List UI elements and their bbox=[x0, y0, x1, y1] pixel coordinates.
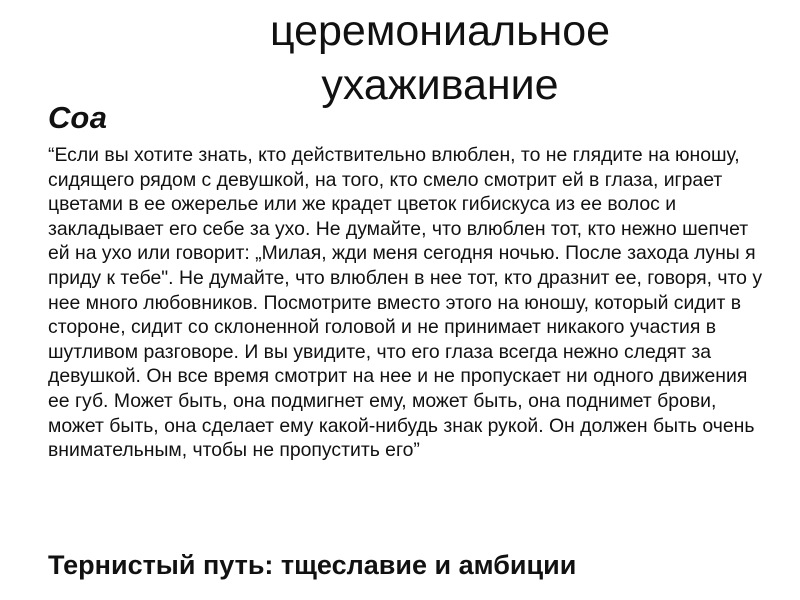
slide-title: церемониальное ухаживание bbox=[269, 7, 611, 109]
section-heading: Тернистый путь: тщеславие и амбиции bbox=[48, 550, 577, 580]
quote-paragraph: “Если вы хотите знать, кто действительно влюблен, то не глядите на юношу, сидящего рядом с девушкой, на того, кто смело смотрит ей в глаза, играет цветами в ее ожерелье или же крадет цветок гибискуса из ее волос и закладывает его себе за ухо. Не думайте, что влюблен тот, кто нежно шепчет ей на ухо или говорит: „Милая, жди меня сегодня ночью. После захода луны я приду к тебе". Не думайте, что влюблен в нее тот, кто дразнит ее, говоря, что у нее много любовников. Посмотрите вместо этого на юношу, который сидит в стороне, сидит со склоненной головой и не принимает никакого участия в шутливом разговоре. И вы увидите, что его глаза всегда нежно следят за девушкой. Он все время смотрит на нее и не пропускает ни одного движения ее губ. Может быть, она подмигнет ему, может быть, она поднимет брови, может быть, она сделает ему какой-нибудь знак рукой. Он должен быть очень внимательным, чтобы не пропустить его” bbox=[48, 144, 763, 462]
slide-subtitle: Соа bbox=[48, 100, 107, 135]
